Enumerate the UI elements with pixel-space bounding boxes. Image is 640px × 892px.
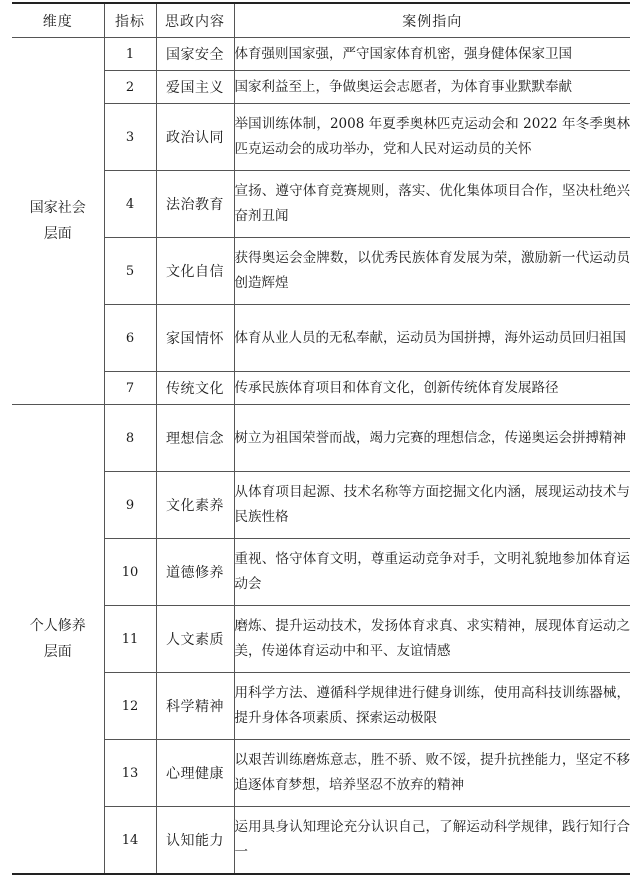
- content-cell: 人文素质: [156, 606, 234, 673]
- dimension-cell: [12, 38, 104, 405]
- index-cell: 1: [104, 38, 156, 71]
- index-cell: 13: [104, 740, 156, 807]
- table-row: [12, 71, 630, 104]
- index-cell: 12: [104, 673, 156, 740]
- table-row: [12, 372, 630, 405]
- content-cell: 文化素养: [156, 472, 234, 539]
- case-table: [12, 2, 630, 875]
- case-cell: 宣扬、遵守体育竞赛规则，落实、优化集体项目合作，坚决杜绝兴奋剂丑闻: [234, 171, 630, 238]
- index-cell: 9: [104, 472, 156, 539]
- case-cell: 树立为祖国荣誉而战，竭力完赛的理想信念，传递奥运会拼搏精神: [234, 405, 630, 472]
- header-case: 案例指向: [234, 3, 630, 38]
- case-cell: 以艰苦训练磨炼意志，胜不骄、败不馁，提升抗挫能力，坚定不移追逐体育梦想，培养坚忍不放弃的精神: [234, 740, 630, 807]
- content-cell: 道德修养: [156, 539, 234, 606]
- case-cell: 用科学方法、遵循科学规律进行健身训练，使用高科技训练器械，提升身体各项素质、探索运动极限: [234, 673, 630, 740]
- content-cell: 国家安全: [156, 38, 234, 71]
- index-cell: 4: [104, 171, 156, 238]
- table-row: [12, 606, 630, 673]
- table-row: [12, 807, 630, 875]
- dimension-cell: [12, 405, 104, 875]
- case-cell: 运用具身认知理论充分认识自己，了解运动科学规律，践行知行合一: [234, 807, 630, 875]
- table-row: [12, 171, 630, 238]
- case-cell: 举国训练体制，2008 年夏季奥林匹克运动会和 2022 年冬季奥林匹克运动会的成功举办，党和人民对运动员的关怀: [234, 104, 630, 171]
- header-content: 思政内容: [156, 3, 234, 38]
- case-cell: 获得奥运会金牌数，以优秀民族体育发展为荣，激励新一代运动员创造辉煌: [234, 238, 630, 305]
- case-cell: 体育从业人员的无私奉献，运动员为国拼搏，海外运动员回归祖国: [234, 305, 630, 372]
- index-cell: 3: [104, 104, 156, 171]
- case-cell: 从体育项目起源、技术名称等方面挖掘文化内涵，展现运动技术与民族性格: [234, 472, 630, 539]
- dimension-label: 层面: [43, 644, 72, 660]
- index-cell: 5: [104, 238, 156, 305]
- case-cell: 体育强则国家强，严守国家体育机密，强身健体保家卫国: [234, 38, 630, 71]
- table-row: [12, 472, 630, 539]
- table-row: [12, 104, 630, 171]
- case-cell: 磨炼、提升运动技术，发扬体育求真、求实精神，展现体育运动之美，传递体育运动中和平、友谊情感: [234, 606, 630, 673]
- content-cell: 文化自信: [156, 238, 234, 305]
- table-row: [12, 740, 630, 807]
- index-cell: 8: [104, 405, 156, 472]
- header-index: 指标: [104, 3, 156, 38]
- table-header-row: [12, 3, 630, 38]
- content-cell: 理想信念: [156, 405, 234, 472]
- table-row: [12, 238, 630, 305]
- index-cell: 14: [104, 807, 156, 875]
- table-row: [12, 38, 630, 71]
- content-cell: 认知能力: [156, 807, 234, 875]
- case-cell: 传承民族体育项目和体育文化，创新传统体育发展路径: [234, 372, 630, 405]
- index-cell: 11: [104, 606, 156, 673]
- case-cell: 重视、恪守体育文明，尊重运动竞争对手，文明礼貌地参加体育运动会: [234, 539, 630, 606]
- content-cell: 法治教育: [156, 171, 234, 238]
- dimension-label: 个人修养: [29, 618, 86, 634]
- table-row: [12, 405, 630, 472]
- table-row: [12, 305, 630, 372]
- content-cell: 家国情怀: [156, 305, 234, 372]
- index-cell: 6: [104, 305, 156, 372]
- content-cell: 政治认同: [156, 104, 234, 171]
- table-row: [12, 539, 630, 606]
- dimension-label: 国家社会: [29, 200, 86, 216]
- content-cell: 心理健康: [156, 740, 234, 807]
- index-cell: 7: [104, 372, 156, 405]
- dimension-label: 层面: [43, 226, 72, 242]
- content-cell: 传统文化: [156, 372, 234, 405]
- header-dimension: 维度: [12, 3, 104, 38]
- content-cell: 爱国主义: [156, 71, 234, 104]
- table-row: [12, 673, 630, 740]
- index-cell: 2: [104, 71, 156, 104]
- content-cell: 科学精神: [156, 673, 234, 740]
- index-cell: 10: [104, 539, 156, 606]
- case-cell: 国家利益至上，争做奥运会志愿者，为体育事业默默奉献: [234, 71, 630, 104]
